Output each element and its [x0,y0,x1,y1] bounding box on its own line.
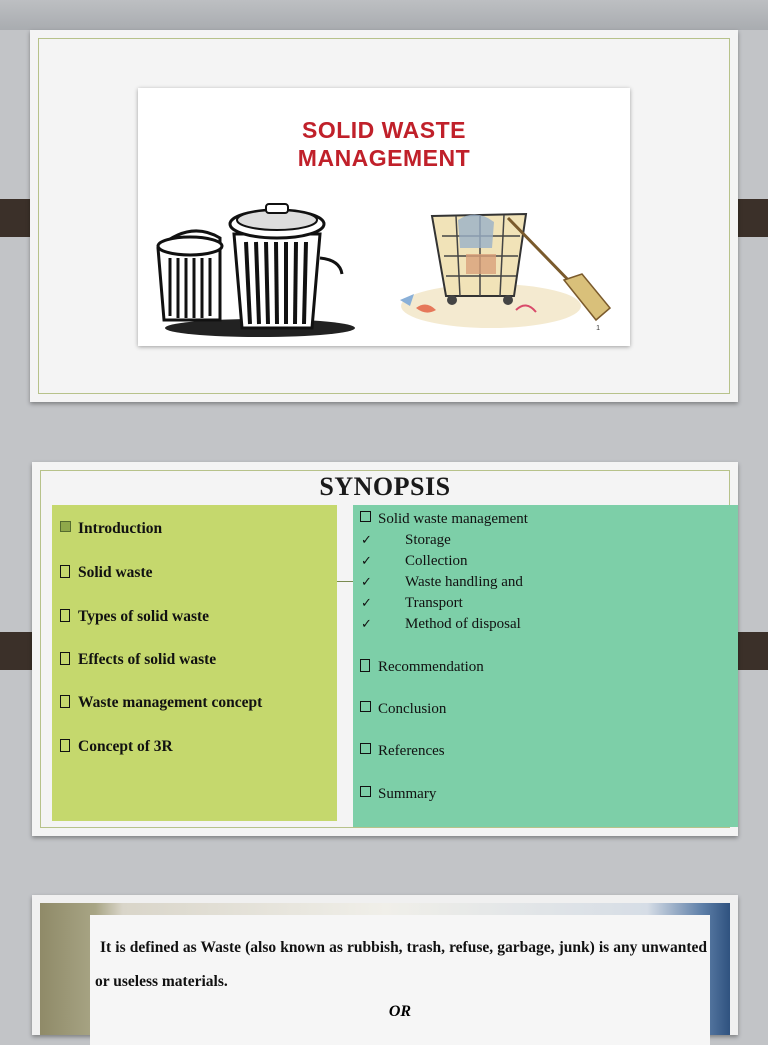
or-label: OR [388,1003,412,1020]
checkbox-icon [360,743,371,754]
checkmark-icon: ✓ [361,574,372,589]
checkmark-icon: ✓ [361,532,372,547]
synopsis-right-panel [353,505,738,827]
checkmark-icon: ✓ [361,553,372,568]
checkbox-icon [360,511,371,522]
check-item: ✓ Transport [361,595,463,611]
checkbox-icon [360,701,371,712]
missing-glyph-icon [360,659,370,672]
list-item: Solid waste management [360,511,528,528]
list-item: Effects of solid waste [60,651,216,669]
checkmark-icon: ✓ [361,595,372,610]
missing-glyph-icon [60,652,70,665]
list-item: Types of solid waste [60,608,209,626]
check-item: ✓ Waste handling and [361,574,523,590]
slide-gap-band [0,0,768,30]
garbage-cart-broom-icon [396,208,616,334]
checkmark-icon: ✓ [361,616,372,631]
slide-synopsis[interactable] [32,462,738,836]
slide-title-text [138,116,630,172]
list-item: Summary [360,786,436,803]
missing-glyph-icon [60,739,70,752]
list-item: Conclusion [360,701,446,718]
list-item: Concept of 3R [60,738,173,756]
checkbox-icon [60,521,71,532]
trash-cans-icon [150,198,360,338]
list-item: References [360,743,445,760]
panel-connector [337,581,353,582]
page-number: 1 [596,325,600,332]
title-card [138,88,630,346]
definition-paragraph: It is defined as Waste (also known as rubbish, trash, refuse, garbage, junk) is any unwanted or useless materials. [95,939,707,990]
missing-glyph-icon [60,565,70,578]
definition-text-box [90,915,710,1045]
check-item: ✓ Storage [361,532,451,548]
list-item: Solid waste [60,564,153,582]
synopsis-heading: SYNOPSIS [319,472,451,501]
missing-glyph-icon [60,609,70,622]
slide-title[interactable] [30,30,738,402]
slide-definition[interactable] [32,895,738,1035]
synopsis-left-panel [52,505,337,821]
right-tab-2 [737,632,768,670]
check-item: ✓ Collection [361,553,468,569]
title-line-2: MANAGEMENT [297,145,471,171]
list-item: Waste management concept [60,694,262,712]
list-item: Introduction [60,520,162,538]
title-line-1: SOLID WASTE [302,117,466,143]
list-item: Recommendation [360,659,484,676]
checkbox-icon [360,786,371,797]
missing-glyph-icon [60,695,70,708]
check-item: ✓ Method of disposal [361,616,521,632]
